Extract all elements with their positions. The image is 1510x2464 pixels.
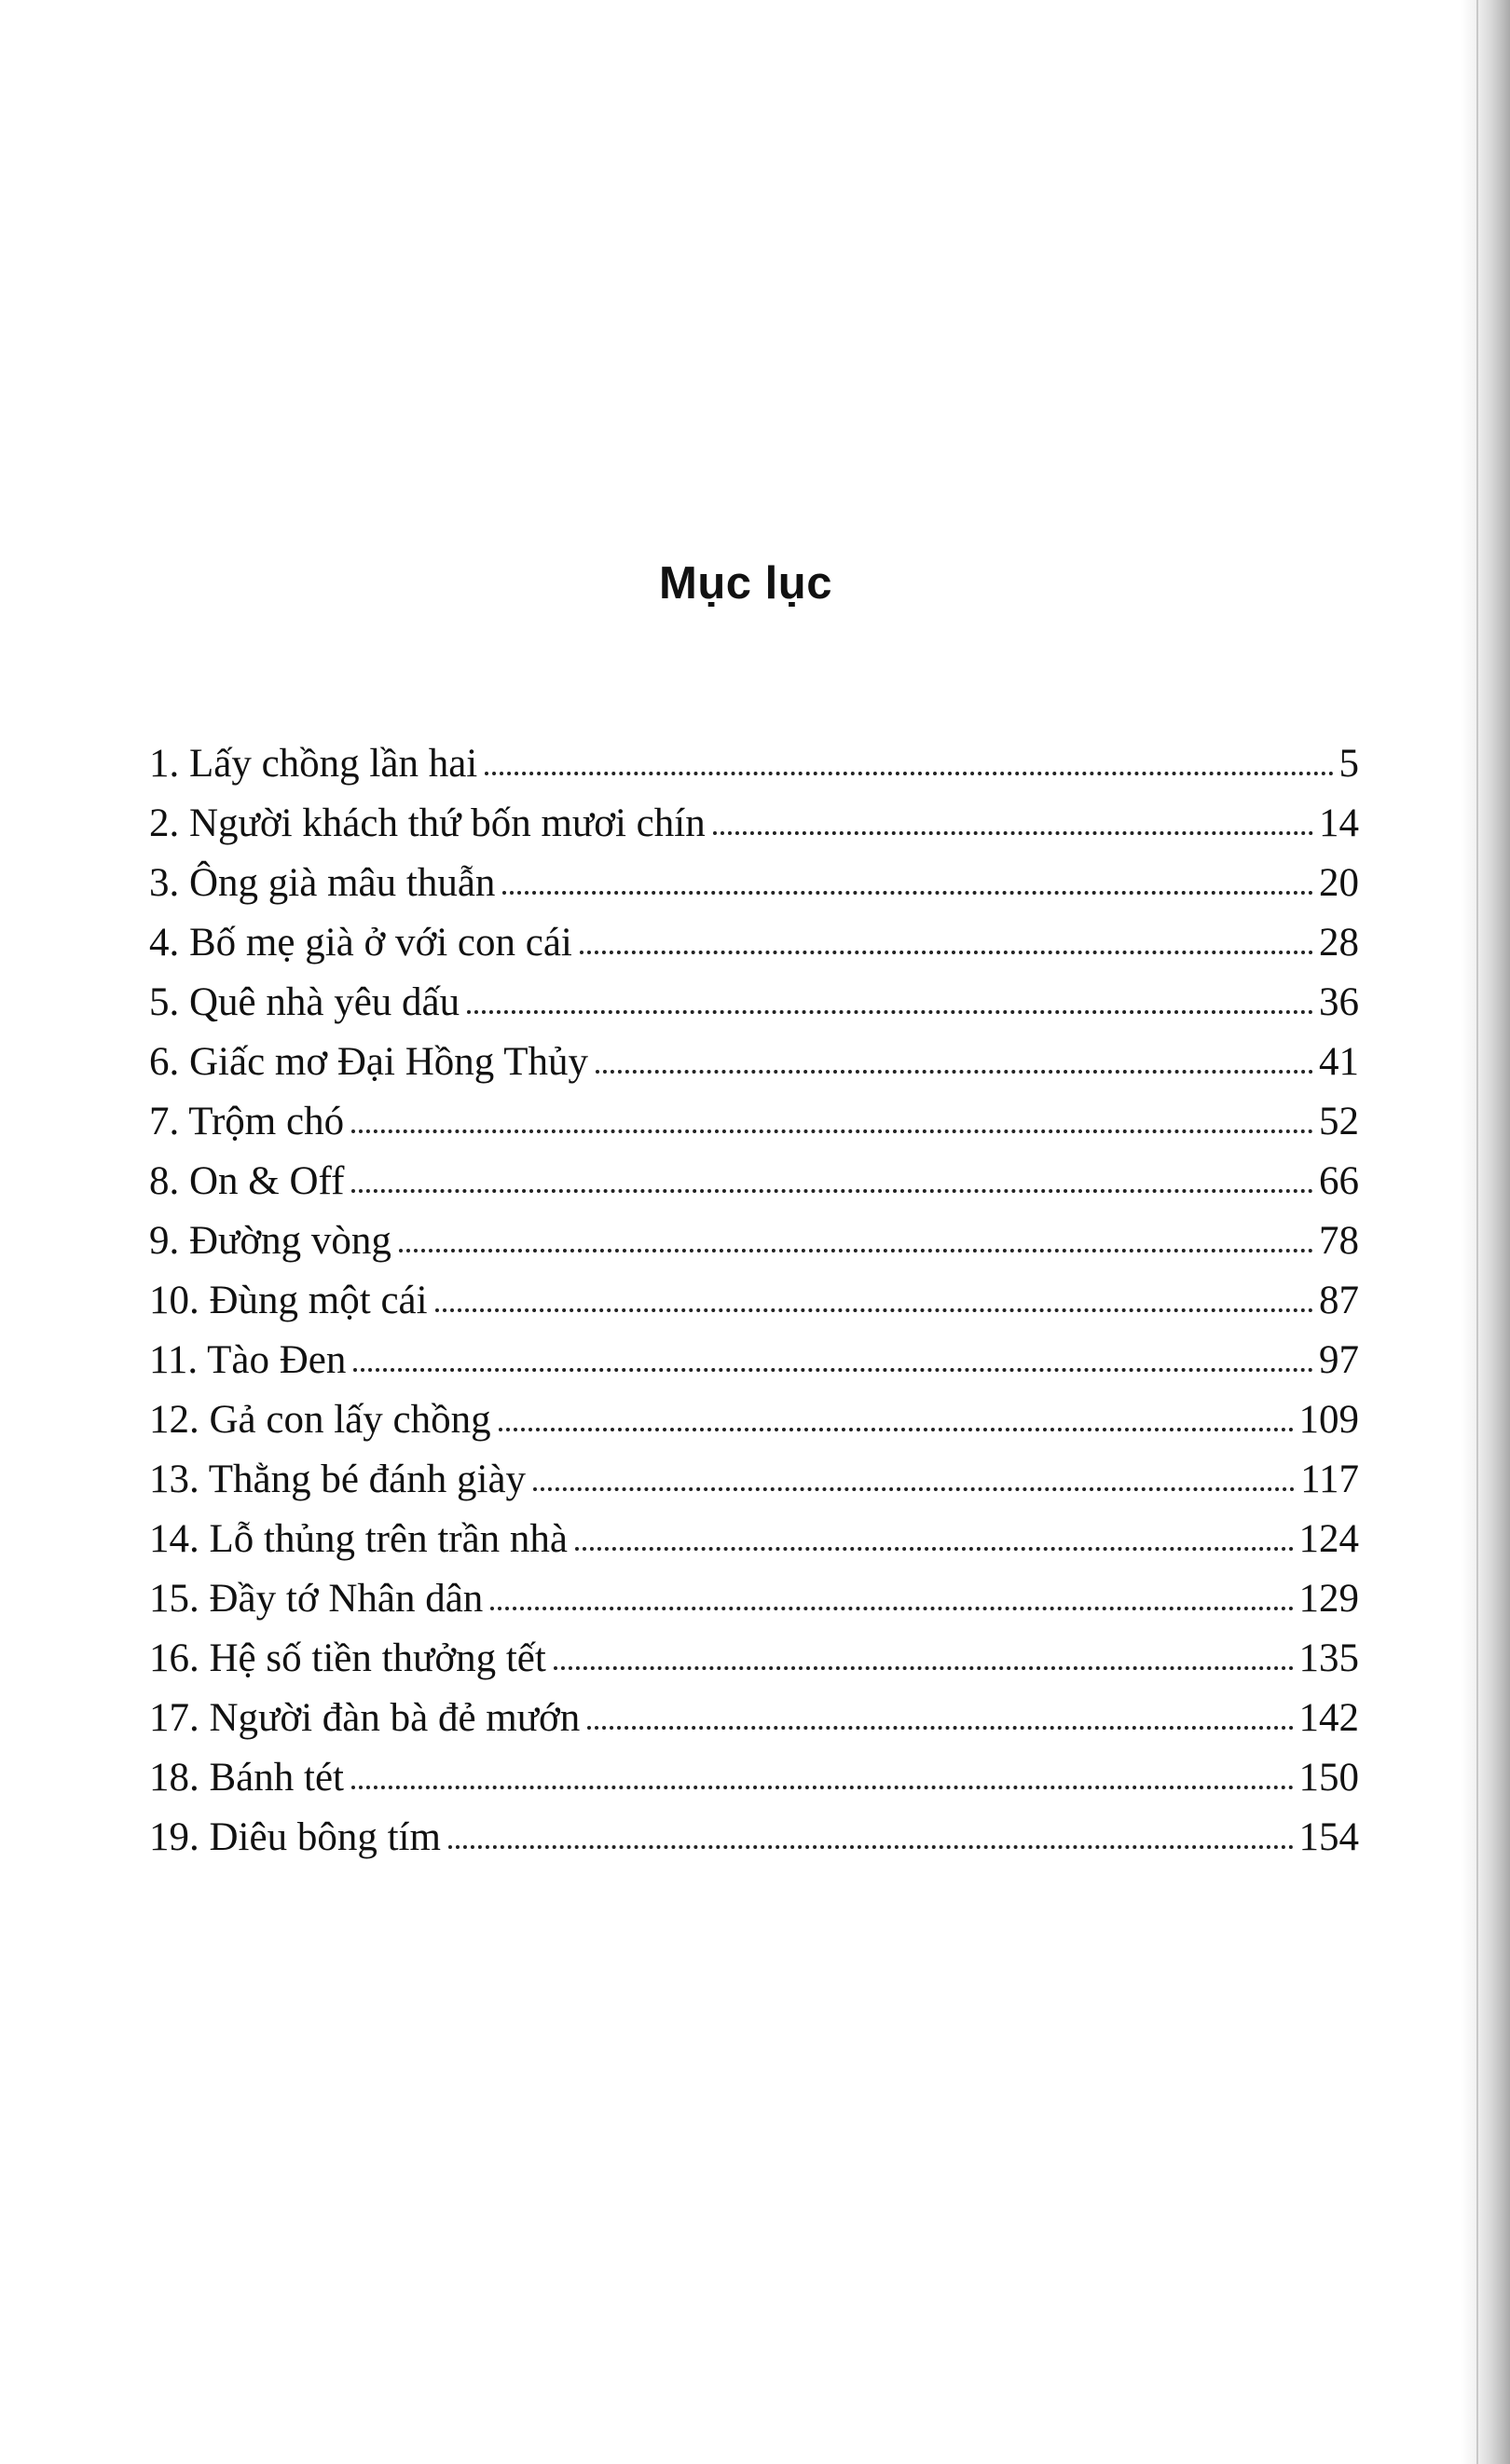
toc-entry-page: 36 [1319, 980, 1359, 1024]
toc-entry-label: 6. Giấc mơ Đại Hồng Thủy [149, 1040, 588, 1084]
toc-dot-leader [353, 1368, 1313, 1372]
toc-entry-label: 2. Người khách thứ bốn mươi chín [149, 801, 706, 845]
toc-entry-label: 9. Đường vòng [149, 1219, 391, 1263]
toc-entry-page: 97 [1319, 1338, 1359, 1382]
toc-entry-label: 10. Đùng một cái [149, 1279, 428, 1322]
toc-entry-page: 117 [1300, 1458, 1359, 1501]
toc-entry[interactable] [149, 1510, 1359, 1569]
toc-entry-page: 129 [1298, 1577, 1359, 1621]
toc-dot-leader [351, 1189, 1313, 1193]
toc-dot-leader [502, 891, 1313, 895]
toc-dot-leader [580, 951, 1313, 954]
toc-entry[interactable] [149, 1390, 1359, 1450]
toc-dot-leader [554, 1666, 1294, 1670]
toc-dot-leader [575, 1547, 1293, 1551]
toc-entry[interactable] [149, 1808, 1359, 1868]
toc-dot-leader [351, 1129, 1313, 1133]
page-edge-line [1476, 0, 1478, 2464]
toc-entry-page: 87 [1319, 1279, 1359, 1322]
toc-entry-page: 14 [1319, 801, 1359, 845]
toc-entry[interactable] [149, 734, 1359, 794]
toc-entry-label: 18. Bánh tét [149, 1756, 344, 1800]
toc-entry[interactable] [149, 1271, 1359, 1331]
toc-entry-label: 1. Lấy chồng lần hai [149, 742, 478, 786]
toc-entry-label: 13. Thằng bé đánh giày [149, 1458, 527, 1501]
toc-dot-leader [499, 1428, 1294, 1431]
toc-dot-leader [351, 1786, 1294, 1789]
toc-entry[interactable] [149, 794, 1359, 854]
toc-entry-label: 19. Diêu bông tím [149, 1815, 441, 1859]
toc-entry-page: 150 [1298, 1756, 1359, 1800]
toc-dot-leader [485, 772, 1333, 775]
table-of-contents [149, 734, 1359, 1868]
toc-dot-leader [587, 1726, 1293, 1730]
toc-dot-leader [596, 1070, 1313, 1074]
toc-entry-page: 109 [1298, 1398, 1359, 1442]
toc-dot-leader [713, 831, 1313, 835]
toc-entry-page: 142 [1298, 1696, 1359, 1740]
toc-entry-page: 28 [1319, 921, 1359, 965]
toc-entry-label: 14. Lỗ thủng trên trần nhà [149, 1517, 569, 1561]
toc-dot-leader [399, 1249, 1313, 1253]
toc-entry-label: 4. Bố mẹ già ở với con cái [149, 921, 572, 965]
toc-entry-page: 78 [1319, 1219, 1359, 1263]
toc-entry-label: 3. Ông già mâu thuẫn [149, 861, 496, 905]
toc-dot-leader [533, 1487, 1295, 1491]
toc-dot-leader [435, 1308, 1313, 1312]
toc-entry[interactable] [149, 1331, 1359, 1390]
page-title: Mục lục [659, 558, 832, 609]
toc-entry[interactable] [149, 1569, 1359, 1629]
toc-entry[interactable] [149, 1152, 1359, 1211]
toc-entry-page: 135 [1298, 1636, 1359, 1680]
toc-entry-label: 11. Tào Đen [149, 1338, 347, 1382]
toc-entry[interactable] [149, 1092, 1359, 1152]
toc-entry[interactable] [149, 1748, 1359, 1808]
toc-entry[interactable] [149, 854, 1359, 913]
toc-entry-label: 7. Trộm chó [149, 1100, 345, 1143]
toc-dot-leader [467, 1010, 1313, 1014]
toc-entry[interactable] [149, 913, 1359, 973]
toc-entry[interactable] [149, 1033, 1359, 1092]
page-edge-shadow [1462, 0, 1510, 2464]
toc-entry-page: 66 [1319, 1159, 1359, 1203]
toc-entry-page: 5 [1338, 742, 1359, 786]
toc-entry[interactable] [149, 1689, 1359, 1748]
toc-entry-page: 124 [1298, 1517, 1359, 1561]
toc-entry[interactable] [149, 1629, 1359, 1689]
toc-entry-page: 52 [1319, 1100, 1359, 1143]
toc-entry-label: 16. Hệ số tiền thưởng tết [149, 1636, 546, 1680]
toc-dot-leader [490, 1607, 1293, 1610]
toc-dot-leader [448, 1845, 1294, 1849]
toc-entry-label: 5. Quê nhà yêu dấu [149, 980, 460, 1024]
toc-entry-page: 41 [1319, 1040, 1359, 1084]
toc-entry-label: 8. On & Off [149, 1159, 345, 1203]
toc-entry[interactable] [149, 1450, 1359, 1510]
toc-entry-page: 154 [1298, 1815, 1359, 1859]
toc-entry-label: 15. Đầy tớ Nhân dân [149, 1577, 484, 1621]
toc-entry-label: 17. Người đàn bà đẻ mướn [149, 1696, 581, 1740]
toc-entry[interactable] [149, 973, 1359, 1033]
toc-entry-page: 20 [1319, 861, 1359, 905]
toc-entry[interactable] [149, 1211, 1359, 1271]
toc-entry-label: 12. Gả con lấy chồng [149, 1398, 491, 1442]
